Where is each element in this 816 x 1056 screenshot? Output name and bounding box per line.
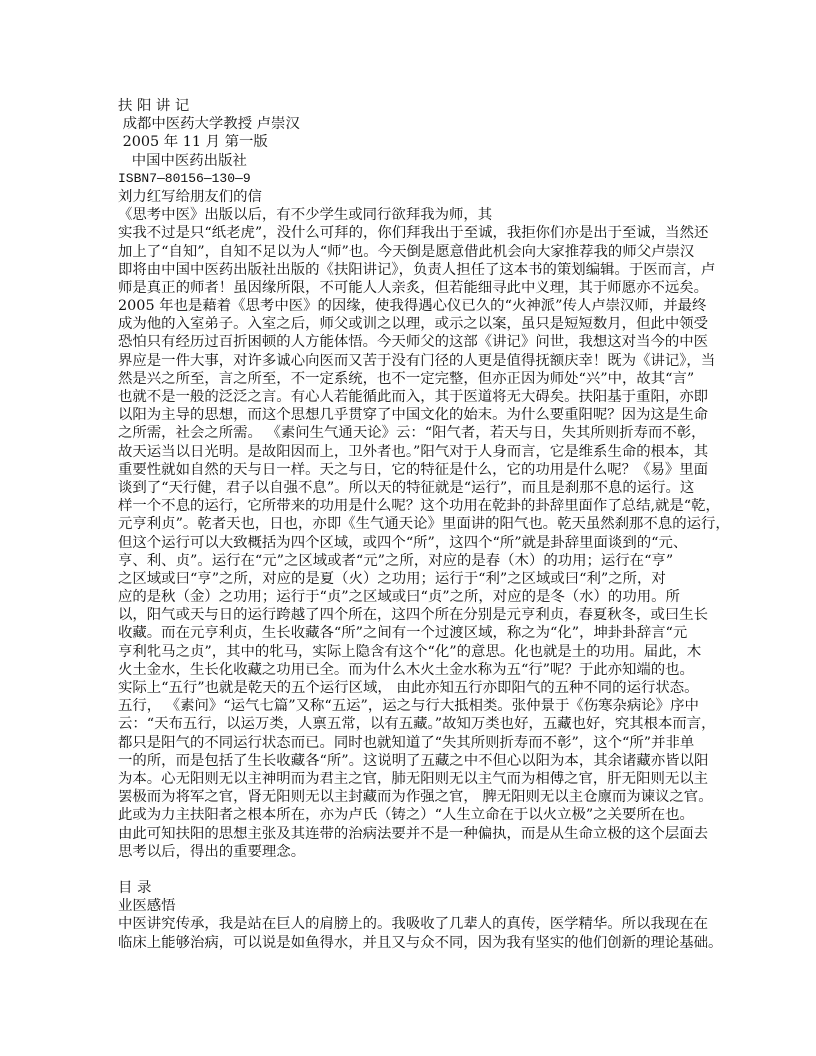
book-isbn: ISBN7—80156—130—9 — [118, 170, 251, 186]
text-line: 云：“天布五行，以运万类，人禀五常，以有五藏。”故知万类也好，五藏也好，究其根本而言， — [118, 716, 716, 733]
book-title: 扶 阳 讲 记 — [118, 98, 190, 114]
text-line: 谈到了“天行健，君子以自强不息”。所以天的特征就是“运行”，而且是刹那不息的运行。这 — [118, 479, 695, 496]
text-line: 都只是阳气的不同运行状态而已。同时也就知道了“失其所则折寿而不彰”，这个“所”并非单 — [118, 734, 695, 751]
text-line: 此或为力主扶阳者之根本所在，亦为卢氏（铸之）“人生立命在于以火立极”之关要所在也。 — [118, 807, 694, 824]
toc-section-title: 业医感悟 — [118, 898, 176, 915]
text-line: 样一个不息的运行，它所带来的功用是什么呢？这个功用在乾卦的卦辞里面作了总结,就是“乾， — [118, 498, 720, 515]
text-line: 成为他的入室弟子。入室之后，师父或训之以理，或示之以案，虽只是短短数月，但此中领受 — [118, 316, 709, 333]
text-line: 罢极而为将军之官，肾无阳则无以主封藏而为作强之官， 脾无阳则无以主仓廪而为谏议之官。 — [118, 789, 713, 806]
toc-body — [118, 915, 723, 951]
text-line: 实际上“五行”也就是乾天的五个运行区域， 由此亦知五行亦即阳气的五种不同的运行状态。 — [118, 680, 699, 696]
text-line: 《思考中医》出版以后，有不少学生或同行欲拜我为师，其 — [118, 207, 493, 224]
text-line: 亨利牝马之贞”，其中的牝马，实际上隐含有这个“化”的意思。化也就是土的功用。届此，木 — [118, 643, 702, 660]
text-line: 也就不是一般的泛泛之言。有心人若能循此而入，其于医道将无大碍矣。扶阳基于重阳，亦即 — [118, 389, 709, 405]
text-line: 即将由中国中医药出版社出版的《扶阳讲记》，负责人担任了这本书的策划编辑。于医而言，卢 — [118, 261, 716, 278]
toc-heading: 目 录 — [118, 880, 152, 897]
text-line: 临床上能够治病，可以说是如鱼得水，并且又与众不同，因为我有坚实的他们创新的理论基础。 — [118, 934, 723, 951]
text-line: 然是兴之所至，言之所至，不一定系统，也不一定完整，但亦正因为师处“兴”中，故其“言” — [118, 370, 695, 387]
document-page — [118, 97, 730, 952]
text-line: 故天运当以日光明。是故阳因而上，卫外者也。”阳气对于人身而言，它是维系生命的根本，其 — [118, 443, 709, 460]
book-publisher: 中国中医药出版社 — [118, 152, 247, 169]
blank-line — [118, 861, 718, 879]
text-line: 火土金水，生长化收藏之功用已全。而为什么木火土金水称为五“行”呢？于此亦知端的也。 — [118, 661, 694, 678]
text-line: 以，阳气或天与日的运行跨越了四个所在，这四个所在分别是元亨利贞，春夏秋冬，或曰生长 — [118, 607, 709, 624]
text-line: 加上了“自知”，自知不足以为人“师”也。今天倒是愿意借此机会向大家推荐我的师父卢崇汉 — [118, 243, 695, 260]
text-line: 由此可知扶阳的思想主张及其连带的治病法要并不是一种偏执，而是从生命立极的这个层面去 — [118, 825, 709, 842]
text-line: 重要性就如自然的天与日一样。天之与日，它的特征是什么，它的功用是什么呢？《易》里面 — [118, 461, 709, 478]
text-line: 恐怕只有经历过百折困顿的人方能体悟。今天师父的这部《讲记》问世，我想这对当今的中医 — [118, 334, 709, 351]
text-line: 亨、利、贞”。运行在“元”之区域或者“元”之所，对应的是春（木）的功用；运行在“亨” — [118, 552, 674, 569]
text-line: 收藏。而在元亨利贞，生长收藏各“所”之间有一个过渡区域，称之为“化”，坤卦卦辞言“元 — [118, 625, 688, 642]
text-line: 五行， 《素问》“运气七篇”又称“五运”，运之与行大抵相类。张仲景于《伤寒杂病论》序中 — [118, 698, 699, 715]
text-line: 中医讲究传承，我是站在巨人的肩膀上的。我吸收了几辈人的真传，医学精华。所以我现在在 — [118, 916, 709, 933]
text-line: 2005 年也是藉着《思考中医》的因缘，使我得遇心仪已久的“火神派”传人卢崇汉师，并最终 — [118, 298, 707, 315]
text-line: 之区域或曰“亨”之所，对应的是夏（火）之功用；运行于“利”之区域或曰“利”之所，对 — [118, 570, 666, 587]
text-line: 应的是秋（金）之功用；运行于“贞”之区域或曰“贞”之所，对应的是冬（水）的功用。所 — [118, 589, 680, 606]
text-line: 师是真正的师者！虽因缘所限，不可能人人亲炙，但若能细寻此中义理，其于师愿亦不远矣。 — [118, 279, 709, 296]
text-line: 元亨利贞”。乾者天也，日也，亦即《生气通天论》里面讲的阳气也。乾天虽然刹那不息的运行， — [118, 516, 730, 533]
text-line: 界应是一件大事，对许多诚心向医而又苦于没有门径的人更是值得抚额庆幸！既为《讲记》，当 — [118, 352, 716, 369]
book-author: 成都中医药大学教授 卢崇汉 — [118, 116, 300, 133]
text-line: 实我不过是只“纸老虎”，没什么可拜的，你们拜我出于至诚，我拒你们亦是出于至诚，当然还 — [118, 225, 709, 242]
text-line: 但这个运行可以大致概括为四个区域，或四个“所”，这四个“所”就是卦辞里面谈到的“元、 — [118, 534, 688, 551]
book-edition: 2005 年 11 月 第一版 — [118, 134, 268, 151]
text-line: 思考以后，得出的重要理念。 — [118, 843, 306, 860]
text-line: 为本。心无阳则无以主神明而为君主之官，肺无阳则无以主气而为相傅之官，肝无阳则无以主 — [118, 770, 709, 787]
text-line: 一的所，而是包括了生长收藏各“所”。这说明了五藏之中不但心以阳为本，其余诸藏亦皆以阳 — [118, 752, 709, 769]
letter-title: 刘力红写给朋友们的信 — [118, 188, 262, 205]
text-line: 以阳为主导的思想，而这个思想几乎贯穿了中国文化的始末。为什么要重阳呢？因为这是生命 — [118, 407, 709, 424]
letter-body — [118, 206, 730, 861]
text-line: 之所需，社会之所需。 《素问生气通天论》云：“阳气者，若天与日，失其所则折寿而不彰， — [118, 425, 706, 442]
